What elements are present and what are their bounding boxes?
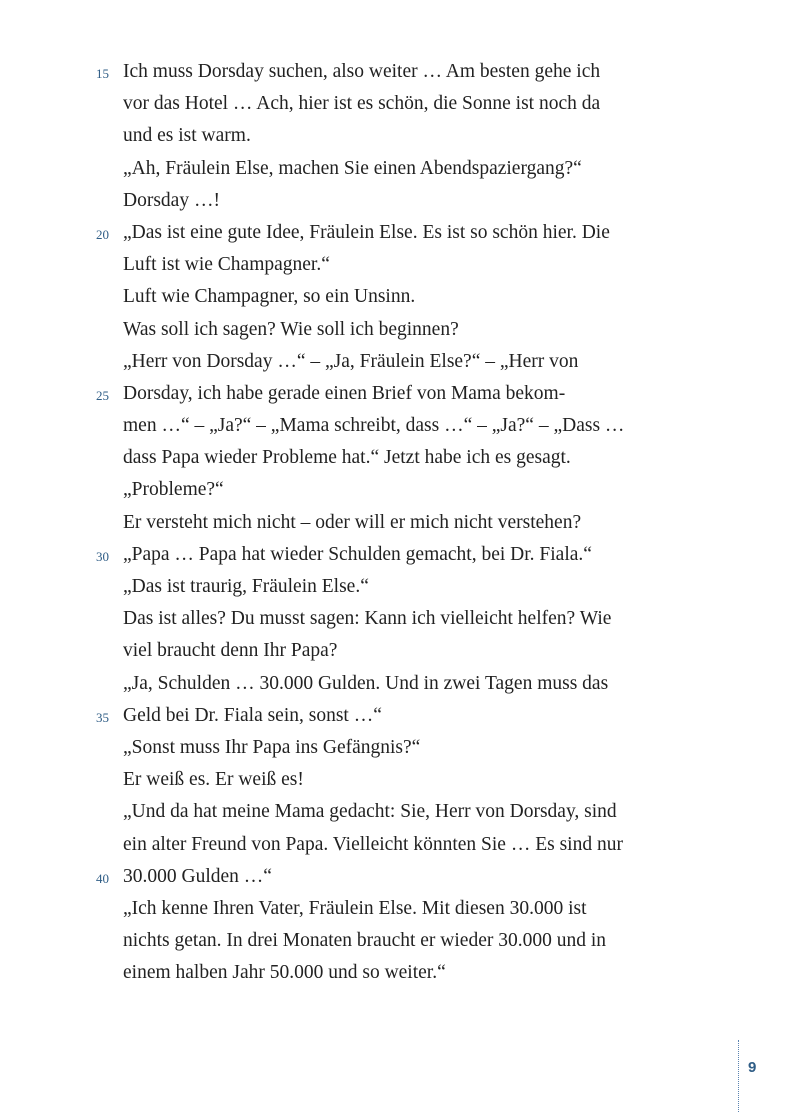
- line-text: „Und da hat meine Mama gedacht: Sie, Herr von Dorsday, sind: [123, 801, 617, 823]
- line-text: Dorsday …!: [123, 189, 220, 211]
- line-text: und es ist warm.: [123, 125, 251, 147]
- line-text: 30.000 Gulden …“: [123, 865, 272, 887]
- line-text: „Herr von Dorsday …“ – „Ja, Fräulein Else?“ – „Herr von: [123, 350, 579, 372]
- line-text: einem halben Jahr 50.000 und so weiter.“: [123, 962, 446, 984]
- text-line: [0, 764, 790, 796]
- line-text: dass Papa wieder Probleme hat.“ Jetzt habe ich es gesagt.: [123, 447, 571, 469]
- text-line: [0, 571, 790, 603]
- text-line: [0, 635, 790, 667]
- line-text: Luft ist wie Champagner.“: [123, 254, 330, 276]
- line-text: „Das ist traurig, Fräulein Else.“: [123, 576, 369, 597]
- text-line: [0, 507, 790, 539]
- text-line: [0, 539, 790, 571]
- text-line: [0, 378, 790, 410]
- line-text: vor das Hotel … Ach, hier ist es schön, die Sonne ist noch da: [123, 93, 601, 115]
- line-text: „Ah, Fräulein Else, machen Sie einen Abendspaziergang?“: [123, 157, 582, 179]
- line-text: men …“ – „Ja?“ – „Mama schreibt, dass …“ – „Ja?“ – „Dass …: [123, 415, 625, 437]
- line-text: „Ja, Schulden … 30.000 Gulden. Und in zwei Tagen muss das: [123, 672, 609, 694]
- text-line: [0, 603, 790, 635]
- line-text: Dorsday, ich habe gerade einen Brief von Mama bekom-: [123, 382, 566, 404]
- line-text: Er weiß es. Er weiß es!: [123, 769, 304, 791]
- line-number: 35: [96, 709, 109, 725]
- text-line: [0, 442, 790, 474]
- line-text: Luft wie Champagner, so ein Unsinn.: [123, 286, 416, 308]
- text-line: [0, 893, 790, 925]
- line-text: ein alter Freund von Papa. Vielleicht könnten Sie … Es sind nur: [123, 833, 623, 855]
- text-line: [0, 925, 790, 957]
- text-line: [0, 185, 790, 217]
- line-text: „Ich kenne Ihren Vater, Fräulein Else. Mit diesen 30.000 ist: [123, 897, 587, 919]
- text-line: [0, 88, 790, 120]
- text-line: [0, 120, 790, 152]
- line-text: Geld bei Dr. Fiala sein, sonst …“: [123, 704, 382, 726]
- line-text: Ich muss Dorsday suchen, also weiter … Am besten gehe ich: [123, 61, 601, 82]
- text-line: [0, 410, 790, 442]
- text-line: [0, 249, 790, 281]
- text-line: [0, 314, 790, 346]
- text-line: [0, 861, 790, 893]
- text-line: [0, 153, 790, 185]
- line-number: 30: [96, 548, 109, 564]
- text-line: [0, 281, 790, 313]
- text-line: [0, 796, 790, 828]
- line-number: 15: [96, 66, 109, 81]
- text-line: [0, 732, 790, 764]
- text-line: [0, 829, 790, 861]
- text-line: [0, 700, 790, 732]
- text-line: [0, 957, 790, 989]
- line-text: Was soll ich sagen? Wie soll ich beginnen?: [123, 318, 459, 340]
- line-text: „Sonst muss Ihr Papa ins Gefängnis?“: [123, 736, 421, 758]
- line-text: „Papa … Papa hat wieder Schulden gemacht, bei Dr. Fiala.“: [123, 543, 592, 565]
- text-line: [0, 668, 790, 700]
- line-number: 25: [96, 387, 109, 403]
- text-block: [0, 56, 790, 989]
- line-text: „Probleme?“: [123, 479, 224, 501]
- page-number-rule: [738, 1040, 739, 1112]
- page-number: 9: [748, 1059, 757, 1076]
- line-text: Er versteht mich nicht – oder will er mich nicht verstehen?: [123, 511, 582, 533]
- text-line: [0, 56, 790, 88]
- line-text: nichts getan. In drei Monaten braucht er wieder 30.000 und in: [123, 930, 607, 952]
- line-text: Das ist alles? Du musst sagen: Kann ich vielleicht helfen? Wie: [123, 608, 612, 630]
- line-number: 40: [96, 870, 109, 886]
- line-text: „Das ist eine gute Idee, Fräulein Else. Es ist so schön hier. Die: [123, 221, 610, 243]
- line-text: viel braucht denn Ihr Papa?: [123, 640, 338, 662]
- text-line: [0, 346, 790, 378]
- text-line: [0, 474, 790, 506]
- line-number: 20: [96, 226, 109, 242]
- text-line: [0, 217, 790, 249]
